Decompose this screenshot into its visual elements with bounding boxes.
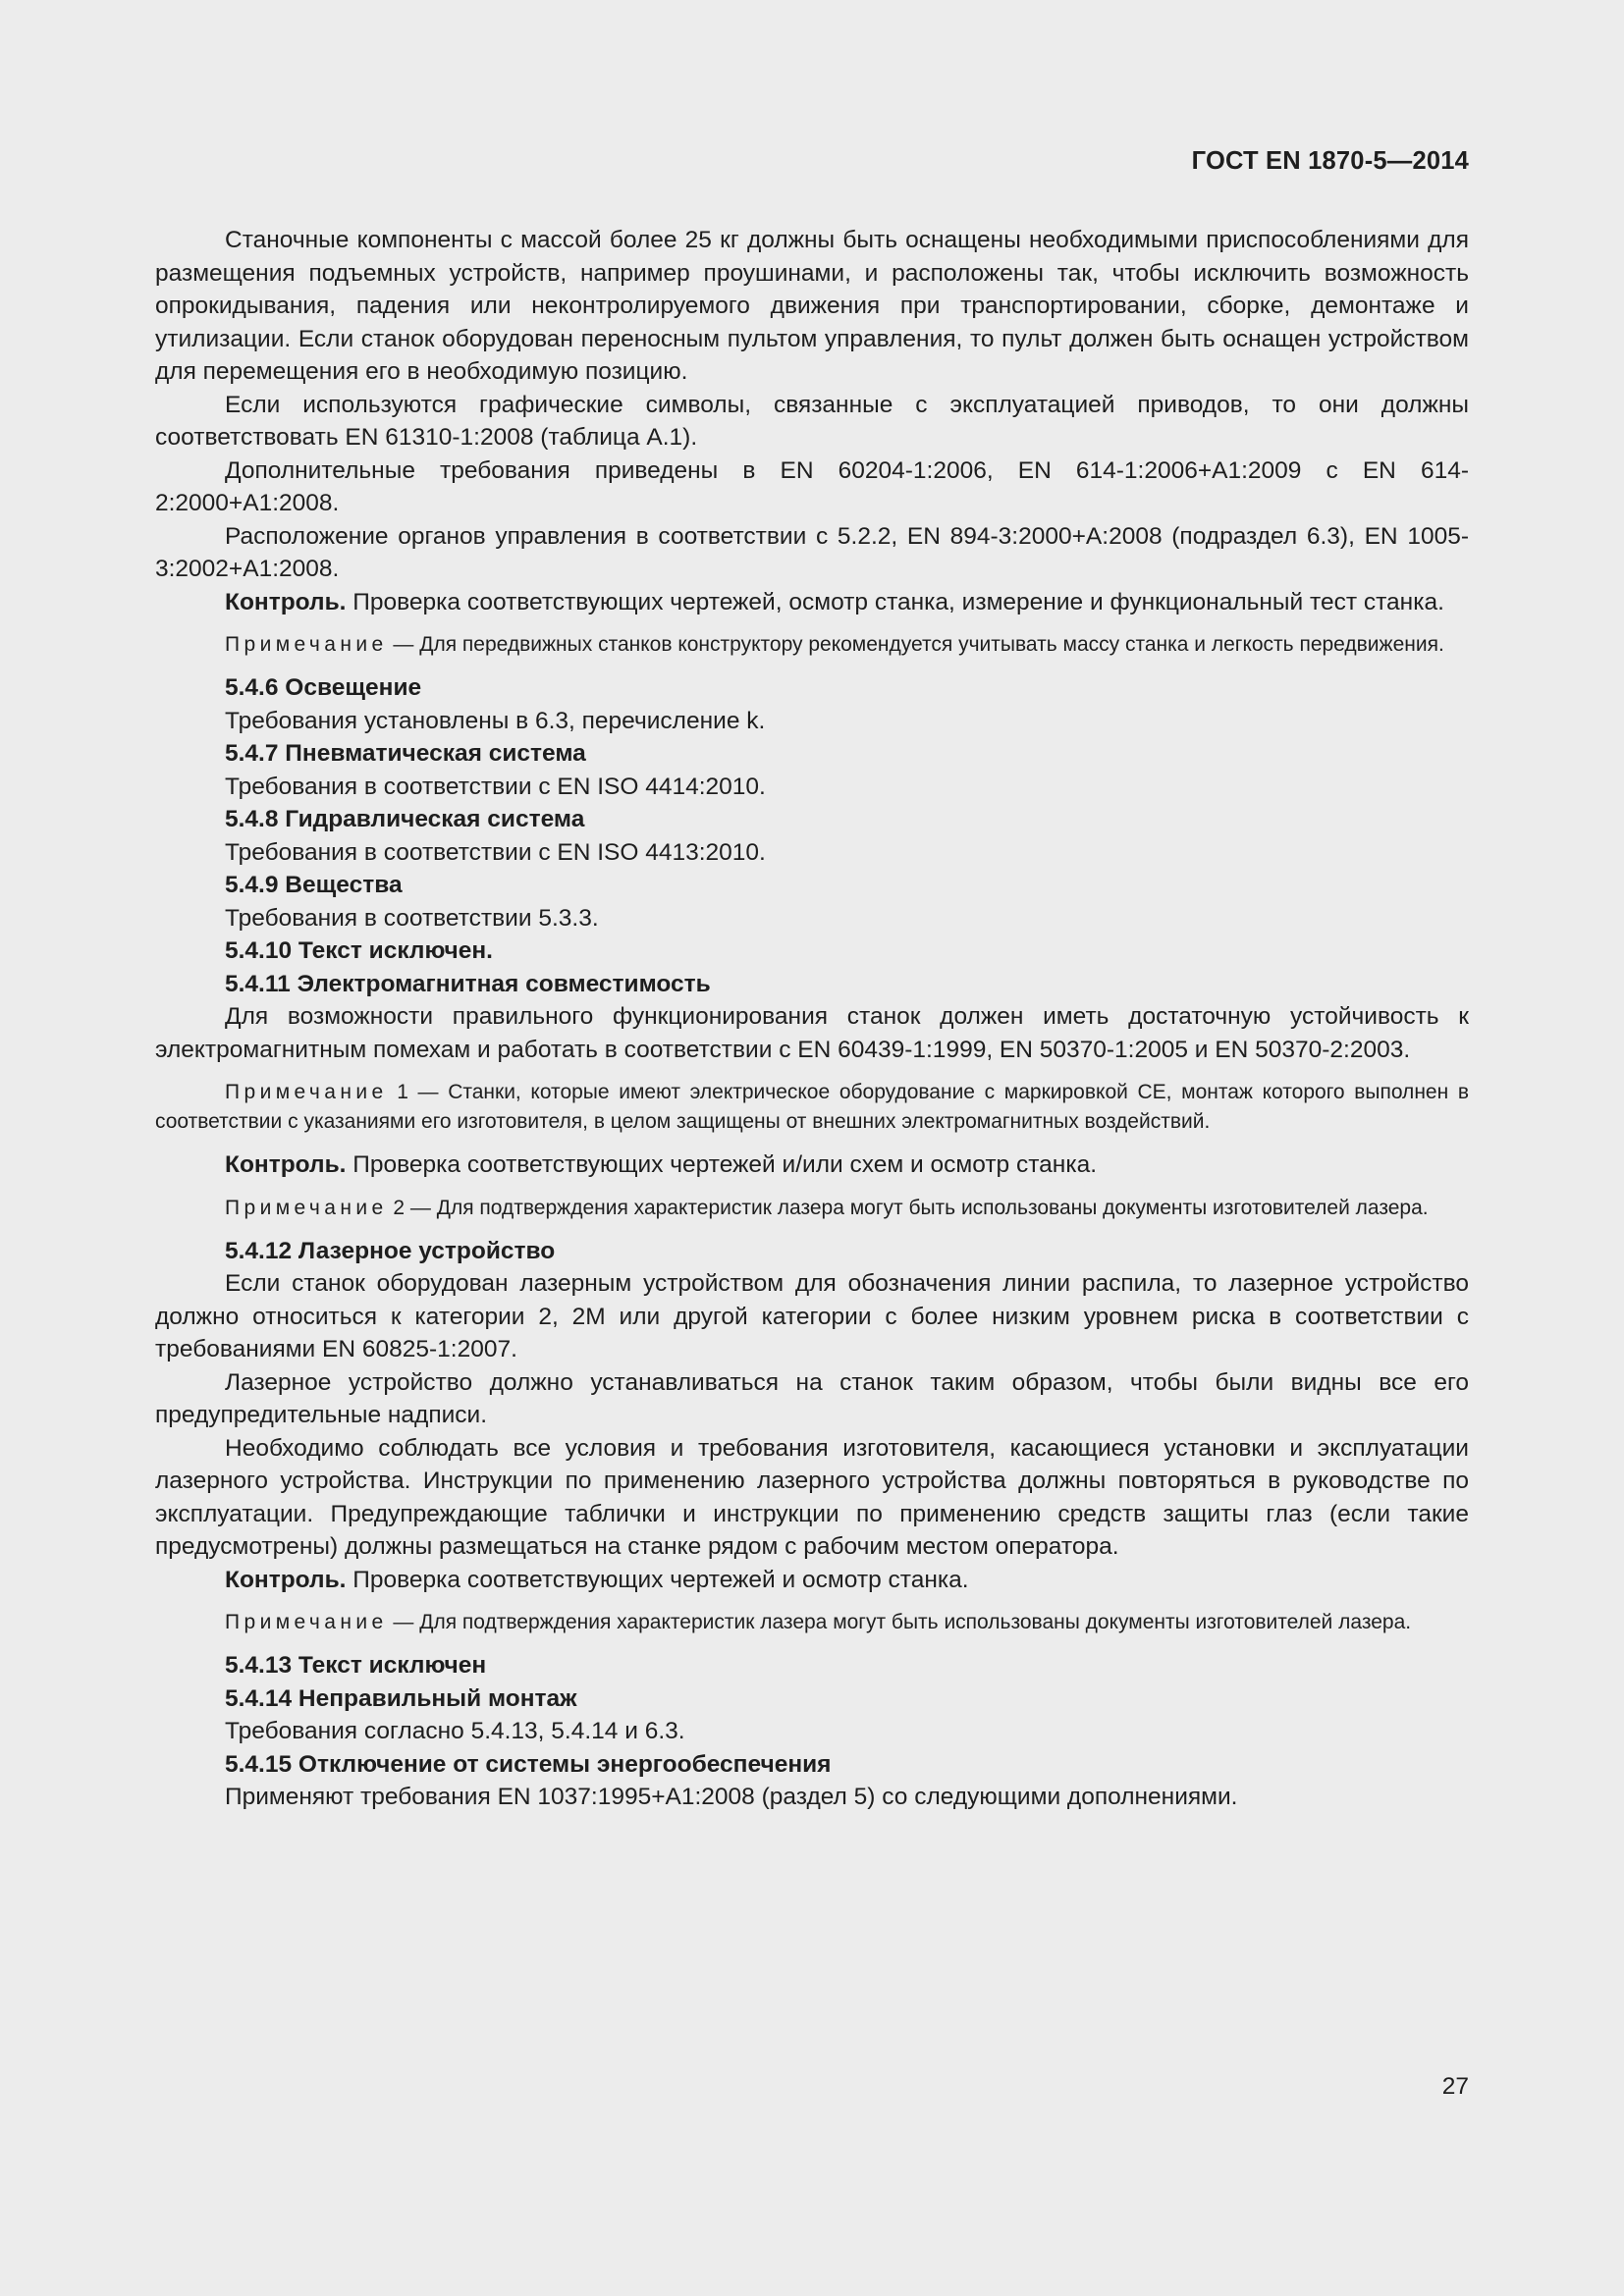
paragraph: Станочные компоненты с массой более 25 кг должны быть оснащены необходимыми приспособлениями для размещения подъемных устройств, например проушинами, и расположены так, чтобы исключить возможность опрокидывания, падения или неконтролируемого движения при транспортировании, сборке, демонтаже и утилизации. Если станок оборудован переносным пультом управления, то пульт должен быть оснащен устройством для перемещения его в необходимую позицию.	[155, 227, 1469, 385]
section-heading: 5.4.6 Освещение	[225, 674, 422, 701]
paragraph: Необходимо соблюдать все условия и требования изготовителя, касающиеся установки и эксплуатации лазерного устройства. Инструкции по применению лазерного устройства должны повторяться в руководстве по эксплуатации. Предупреждающие таблички и инструкции по применению средств защиты глаз (если такие предусмотрены) должны размещаться на станке рядом с рабочим местом оператора.	[155, 1434, 1469, 1560]
section-heading: 5.4.12 Лазерное устройство	[225, 1237, 556, 1264]
paragraph: Дополнительные требования приведены в EN 60204-1:2006, EN 614-1:2006+A1:2009 с EN 614-2:2000+A1:2008.	[155, 456, 1469, 516]
note-text: — Для подтверждения характеристик лазера могут быть использованы документы изготовителей лазера.	[387, 1611, 1412, 1633]
control-label: Контроль.	[225, 1566, 347, 1593]
note-text: 2 — Для подтверждения характеристик лазера могут быть использованы документы изготовителей лазера.	[387, 1196, 1429, 1219]
paragraph: Для возможности правильного функционирования станок должен иметь достаточную устойчивость к электромагнитным помехам и работать в соответствии с EN 60439-1:1999, EN 50370-1:2005 и EN 50370-2:2003.	[155, 1003, 1469, 1063]
section-text: Требования в соответствии с EN ISO 4414:2010.	[225, 773, 766, 800]
control-text: Проверка соответствующих чертежей, осмотр станка, измерение и функциональный тест станка.	[346, 588, 1444, 615]
paragraph: Если используются графические символы, связанные с эксплуатацией приводов, то они должны соответствовать EN 61310-1:2008 (таблица А.1).	[155, 391, 1469, 451]
control-text: Проверка соответствующих чертежей и осмотр станка.	[346, 1566, 969, 1593]
note-label: Примечание	[225, 1081, 388, 1103]
note-text: 1 — Станки, которые имеют электрическое оборудование с маркировкой СЕ, монтаж которого выполнен в соответствии с указаниями его изготовителя, в целом защищены от внешних электромагнитных воздействий.	[155, 1081, 1469, 1133]
control-text: Проверка соответствующих чертежей и/или схем и осмотр станка.	[346, 1151, 1098, 1178]
note	[155, 1078, 1469, 1137]
document-page	[155, 0, 1469, 2296]
paragraph: Если станок оборудован лазерным устройством для обозначения линии распила, то лазерное устройство должно относиться к категории 2, 2M или другой категории с более низким уровнем риска в соответствии с требованиями EN 60825-1:2007.	[155, 1270, 1469, 1362]
control-paragraph	[155, 1148, 1469, 1182]
note	[155, 1194, 1469, 1223]
page-number: 27	[1441, 2073, 1469, 2100]
section-heading: 5.4.11 Электромагнитная совместимость	[225, 970, 711, 997]
section-text: Требования согласно 5.4.13, 5.4.14 и 6.3.	[225, 1718, 685, 1744]
control-paragraph	[155, 586, 1469, 619]
control-label: Контроль.	[225, 588, 347, 615]
standard-designation: ГОСТ EN 1870-5—2014	[1191, 147, 1469, 175]
note-label: Примечание	[225, 1196, 388, 1219]
note	[155, 630, 1469, 660]
section-heading: 5.4.14 Неправильный монтаж	[225, 1684, 577, 1712]
document-body	[155, 224, 1469, 1814]
section-text: Применяют требования EN 1037:1995+A1:2008 (раздел 5) со следующими дополнениями.	[225, 1784, 1238, 1810]
control-paragraph	[155, 1564, 1469, 1597]
section-heading: 5.4.9 Вещества	[225, 872, 403, 898]
section-heading: 5.4.15 Отключение от системы энергообеспечения	[225, 1750, 832, 1778]
control-label: Контроль.	[225, 1151, 347, 1178]
section-text: Требования в соответствии с EN ISO 4413:2010.	[225, 838, 766, 866]
section-heading: 5.4.7 Пневматическая система	[225, 740, 586, 767]
section-heading: 5.4.10 Текст исключен.	[225, 937, 493, 964]
note-text: — Для передвижных станков конструктору рекомендуется учитывать массу станка и легкость передвижения.	[387, 633, 1444, 656]
note	[155, 1608, 1469, 1637]
section-heading: 5.4.8 Гидравлическая система	[225, 806, 585, 832]
section-heading: 5.4.13 Текст исключен	[225, 1652, 487, 1679]
paragraph: Расположение органов управления в соответствии с 5.2.2, EN 894-3:2000+A:2008 (подраздел 6.3), EN 1005-3:2002+A1:2008.	[155, 522, 1469, 582]
note-label: Примечание	[225, 633, 388, 656]
paragraph: Лазерное устройство должно устанавливаться на станок таким образом, чтобы были видны все его предупредительные надписи.	[155, 1368, 1469, 1428]
section-text: Требования в соответствии 5.3.3.	[225, 904, 599, 932]
note-label: Примечание	[225, 1611, 388, 1633]
section-text: Требования установлены в 6.3, перечисление k.	[225, 707, 766, 734]
